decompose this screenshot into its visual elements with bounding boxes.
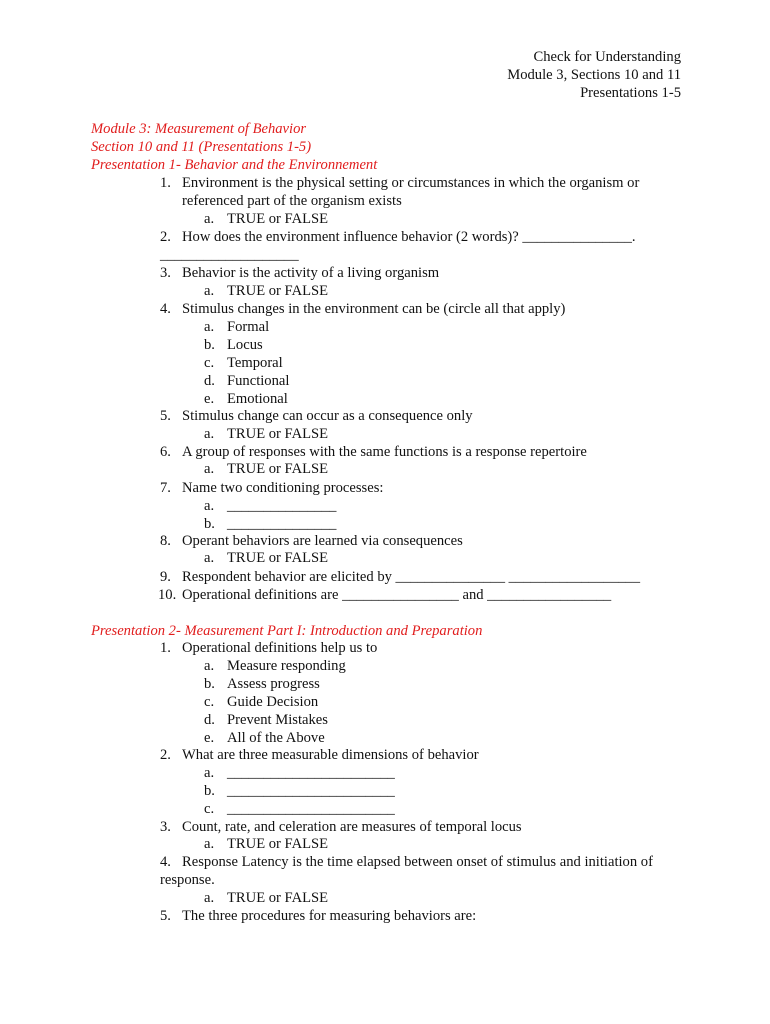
p1-q7-text: Name two conditioning processes: bbox=[182, 480, 384, 496]
p1-q6-number: 6. bbox=[160, 444, 171, 460]
p2-q4-option-text: TRUE or FALSE bbox=[227, 890, 329, 906]
p1-q8-number: 8. bbox=[160, 533, 171, 549]
p2-q4-text-cont: response. bbox=[160, 872, 215, 888]
p1-q5-option-label: a. bbox=[204, 426, 215, 442]
p2-q2-number: 2. bbox=[160, 747, 171, 763]
p2-q1-text: Operational definitions help us to bbox=[182, 640, 378, 656]
p1-q1-option-label: a. bbox=[204, 211, 215, 227]
p2-q2-option-a-blank: _______________________ bbox=[227, 765, 395, 781]
p2-q4-number: 4. bbox=[160, 854, 171, 870]
p2-q5-number: 5. bbox=[160, 908, 171, 924]
p1-q8-text: Operant behaviors are learned via consequences bbox=[182, 533, 463, 549]
p1-q4-option-c-label: c. bbox=[204, 355, 215, 371]
p2-q2-text: What are three measurable dimensions of behavior bbox=[182, 747, 479, 763]
p1-q7-option-b-blank: _______________ bbox=[227, 516, 337, 532]
p2-q3-option-label: a. bbox=[204, 836, 215, 852]
p1-q7-number: 7. bbox=[160, 480, 171, 496]
p1-q3-option-text: TRUE or FALSE bbox=[227, 283, 329, 299]
p1-q4-option-d-text: Functional bbox=[227, 373, 290, 389]
p1-q1-text: Environment is the physical setting or circumstances in which the organism or bbox=[182, 175, 640, 191]
p1-q4-option-b-label: b. bbox=[204, 337, 215, 353]
p1-q4-option-a-label: a. bbox=[204, 319, 215, 335]
p1-q7-option-b-label: b. bbox=[204, 516, 215, 532]
p1-q2-text: How does the environment influence behavior (2 words)? _______________. bbox=[182, 229, 636, 245]
p1-q9-number: 9. bbox=[160, 569, 171, 585]
module-heading: Module 3: Measurement of Behavior bbox=[91, 121, 307, 137]
p2-q1-option-c-label: c. bbox=[204, 694, 215, 710]
p2-q1-option-d-text: Prevent Mistakes bbox=[227, 712, 328, 728]
presentation-1-heading: Presentation 1- Behavior and the Environnement bbox=[91, 157, 378, 173]
p1-q5-number: 5. bbox=[160, 408, 171, 424]
p1-q7-option-a-blank: _______________ bbox=[227, 498, 337, 514]
p1-q6-text: A group of responses with the same functions is a response repertoire bbox=[182, 444, 587, 460]
p2-q1-option-d-label: d. bbox=[204, 712, 215, 728]
p1-q8-option-label: a. bbox=[204, 550, 215, 566]
p2-q1-option-e-text: All of the Above bbox=[227, 730, 325, 746]
p2-q1-option-c-text: Guide Decision bbox=[227, 694, 319, 710]
p1-q4-option-a-text: Formal bbox=[227, 319, 270, 335]
p1-q1-text-cont: referenced part of the organism exists bbox=[182, 193, 402, 209]
p1-q1-number: 1. bbox=[160, 175, 171, 191]
p2-q2-option-a-label: a. bbox=[204, 765, 215, 781]
p2-q1-option-a-label: a. bbox=[204, 658, 215, 674]
p2-q4-text: Response Latency is the time elapsed between onset of stimulus and initiation of bbox=[182, 854, 653, 870]
p1-q9-text: Respondent behavior are elicited by _______________ __________________ bbox=[182, 569, 641, 585]
p1-q3-option-label: a. bbox=[204, 283, 215, 299]
p1-q7-option-a-label: a. bbox=[204, 498, 215, 514]
p1-q2-number: 2. bbox=[160, 229, 171, 245]
header-line-3: Presentations 1-5 bbox=[580, 85, 681, 101]
section-heading: Section 10 and 11 (Presentations 1-5) bbox=[91, 139, 312, 155]
p2-q1-number: 1. bbox=[160, 640, 171, 656]
p2-q2-option-c-label: c. bbox=[204, 801, 215, 817]
p1-q3-number: 3. bbox=[160, 265, 171, 281]
p1-q4-option-d-label: d. bbox=[204, 373, 215, 389]
p1-q4-option-e-text: Emotional bbox=[227, 391, 288, 407]
p2-q3-option-text: TRUE or FALSE bbox=[227, 836, 329, 852]
p1-q3-text: Behavior is the activity of a living organism bbox=[182, 265, 440, 281]
p1-q5-text: Stimulus change can occur as a consequence only bbox=[182, 408, 473, 424]
p1-q6-option-text: TRUE or FALSE bbox=[227, 461, 329, 477]
p1-q8-option-text: TRUE or FALSE bbox=[227, 550, 329, 566]
p1-q4-option-c-text: Temporal bbox=[227, 355, 283, 371]
presentation-2-heading: Presentation 2- Measurement Part I: Introduction and Preparation bbox=[91, 623, 483, 639]
p2-q1-option-b-text: Assess progress bbox=[227, 676, 320, 692]
p1-q10-number: 10. bbox=[158, 587, 177, 603]
p1-q5-option-text: TRUE or FALSE bbox=[227, 426, 329, 442]
header-line-2: Module 3, Sections 10 and 11 bbox=[507, 67, 681, 83]
p2-q1-option-a-text: Measure responding bbox=[227, 658, 346, 674]
p1-q1-option-text: TRUE or FALSE bbox=[227, 211, 329, 227]
p2-q2-option-b-label: b. bbox=[204, 783, 215, 799]
p2-q4-option-label: a. bbox=[204, 890, 215, 906]
p1-q4-option-b-text: Locus bbox=[227, 337, 263, 353]
header-line-1: Check for Understanding bbox=[533, 49, 681, 65]
p1-q4-number: 4. bbox=[160, 301, 171, 317]
p1-q10-text: Operational definitions are ________________ and _________________ bbox=[182, 587, 612, 603]
p2-q1-option-e-label: e. bbox=[204, 730, 215, 746]
p1-q4-option-e-label: e. bbox=[204, 391, 215, 407]
p1-q6-option-label: a. bbox=[204, 461, 215, 477]
p1-q2-blank-cont: ___________________ bbox=[160, 247, 299, 263]
p2-q3-number: 3. bbox=[160, 819, 171, 835]
p2-q2-option-b-blank: _______________________ bbox=[227, 783, 395, 799]
p2-q2-option-c-blank: _______________________ bbox=[227, 801, 395, 817]
p2-q5-text: The three procedures for measuring behaviors are: bbox=[182, 908, 477, 924]
p2-q1-option-b-label: b. bbox=[204, 676, 215, 692]
p1-q4-text: Stimulus changes in the environment can be (circle all that apply) bbox=[182, 301, 566, 317]
p2-q3-text: Count, rate, and celeration are measures of temporal locus bbox=[182, 819, 522, 835]
